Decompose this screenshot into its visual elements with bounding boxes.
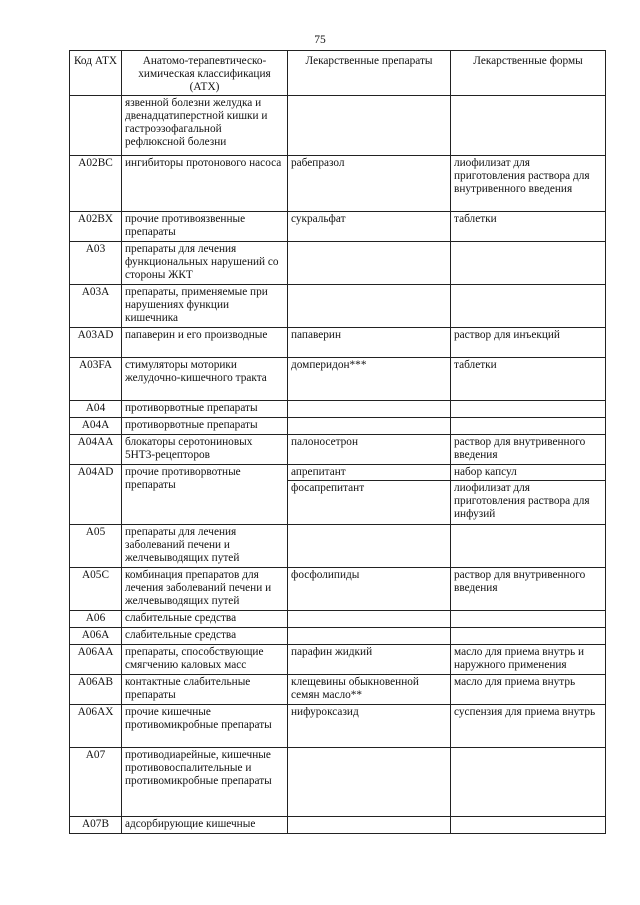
atx-classification-cell: препараты, применяемые при нарушениях функции кишечника [122,285,288,328]
atx-classification-cell: контактные слабительные препараты [122,675,288,705]
drug-cell: парафин жидкий [288,645,451,675]
table-row [70,525,606,568]
dosage-form-cell: таблетки [451,358,606,401]
dosage-form-cell [451,817,606,834]
header-drugs: Лекарственные препараты [288,51,451,96]
dosage-form-cell [451,285,606,328]
drug-cell: рабепразол [288,156,451,212]
dosage-form-cell: суспензия для приема внутрь [451,705,606,748]
atx-code-cell: A04AA [70,435,122,465]
dosage-form-cell [451,628,606,645]
table-row [70,705,606,748]
atx-code-cell: A02BX [70,212,122,242]
atx-code-cell: A05 [70,525,122,568]
atx-classification-cell: стимуляторы моторики желудочно-кишечного тракта [122,358,288,401]
atx-classification-cell: прочие противоязвенные препараты [122,212,288,242]
table-row [70,418,606,435]
drug-cell [288,285,451,328]
table-row [70,568,606,611]
atx-classification-cell: папаверин и его производные [122,328,288,358]
atx-classification-cell: препараты для лечения заболеваний печени и желчевыводящих путей [122,525,288,568]
atx-code-cell: A03FA [70,358,122,401]
table-row [70,328,606,358]
drug-cell [288,465,451,525]
dosage-form-cell: раствор для инъекций [451,328,606,358]
atx-classification-cell: блокаторы серотониновых 5HT3-рецепторов [122,435,288,465]
dosage-form-cell [451,748,606,817]
dosage-form-cell: лиофилизат для приготовления раствора для внутривенного введения [451,156,606,212]
dosage-form-cell [451,611,606,628]
dosage-form-cell: таблетки [451,212,606,242]
atx-code-cell: A06 [70,611,122,628]
table-row [70,465,606,525]
atx-code-cell: A02BC [70,156,122,212]
table-row [70,611,606,628]
table-row [70,96,606,156]
atx-code-cell: A07 [70,748,122,817]
atx-classification-cell: язвенной болезни желудка и двенадцатиперстной кишки и гастроэзофагальной рефлюксной болезни [122,96,288,156]
drug-cell [288,817,451,834]
table-body [70,96,606,834]
atx-classification-cell: прочие кишечные противомикробные препараты [122,705,288,748]
drug-cell: сукральфат [288,212,451,242]
atx-classification-cell: противорвотные препараты [122,418,288,435]
dosage-form-cell [451,418,606,435]
dosage-form: набор капсул [454,466,517,478]
drug-cell: палоносетрон [288,435,451,465]
drug-cell [288,628,451,645]
dosage-form-cell: масло для приема внутрь и наружного применения [451,645,606,675]
atx-classification-cell: адсорбирующие кишечные [122,817,288,834]
atx-code-cell: A03 [70,242,122,285]
table-header-row [70,51,606,96]
atx-code-cell: A04A [70,418,122,435]
drug-cell [288,418,451,435]
atx-code-cell: A06A [70,628,122,645]
dosage-form-cell [451,525,606,568]
drug-cell: фосфолипиды [288,568,451,611]
dosage-form-cell: раствор для внутривенного введения [451,568,606,611]
atx-classification-cell: противодиарейные, кишечные противовоспалительные и противомикробные препараты [122,748,288,817]
drug-cell [288,611,451,628]
table-row [70,628,606,645]
table-row [70,285,606,328]
atx-drug-table [69,50,606,834]
atx-code-cell: A06AX [70,705,122,748]
drug-cell: папаверин [288,328,451,358]
atx-code-cell: A04 [70,401,122,418]
page-number: 75 [314,34,326,46]
drug-cell [288,748,451,817]
drug-cell: нифуроксазид [288,705,451,748]
header-classification: Анатомо-терапевтическо-химическая классификация (АТХ) [122,51,288,96]
atx-classification-cell: ингибиторы протонового насоса [122,156,288,212]
dosage-form-cell [451,401,606,418]
table-row [70,435,606,465]
atx-code-cell [70,96,122,156]
atx-code-cell: A07B [70,817,122,834]
table-row [70,817,606,834]
atx-code-cell: A06AB [70,675,122,705]
atx-code-cell: A04AD [70,465,122,525]
drug-name: фосапрепитант [288,480,450,496]
table-row [70,242,606,285]
atx-classification-cell: препараты для лечения функциональных нарушений со стороны ЖКТ [122,242,288,285]
atx-classification-cell: комбинация препаратов для лечения заболеваний печени и желчевыводящих путей [122,568,288,611]
dosage-form-cell [451,465,606,525]
drug-cell [288,96,451,156]
atx-classification-cell: слабительные средства [122,628,288,645]
drug-cell: клещевины обыкновенной семян масло** [288,675,451,705]
drug-cell [288,525,451,568]
atx-classification-cell: препараты, способствующие смягчению каловых масс [122,645,288,675]
table-row [70,748,606,817]
table-row [70,645,606,675]
atx-classification-cell: противорвотные препараты [122,401,288,418]
header-forms: Лекарственные формы [451,51,606,96]
dosage-form-cell [451,242,606,285]
drug-name: апрепитант [291,466,346,478]
table-row [70,675,606,705]
table-row [70,156,606,212]
drug-cell [288,401,451,418]
dosage-form: лиофилизат для приготовления раствора для инфузий [451,480,605,522]
header-code: Код АТХ [70,51,122,96]
dosage-form-cell: масло для приема внутрь [451,675,606,705]
atx-code-cell: A06AA [70,645,122,675]
atx-code-cell: A03A [70,285,122,328]
table-row [70,401,606,418]
atx-code-cell: A03AD [70,328,122,358]
dosage-form-cell [451,96,606,156]
atx-classification-cell: слабительные средства [122,611,288,628]
atx-classification-cell: прочие противорвотные препараты [122,465,288,525]
drug-cell [288,242,451,285]
dosage-form-cell: раствор для внутривенного введения [451,435,606,465]
atx-code-cell: A05C [70,568,122,611]
drug-cell: домперидон*** [288,358,451,401]
table-row [70,212,606,242]
table-row [70,358,606,401]
